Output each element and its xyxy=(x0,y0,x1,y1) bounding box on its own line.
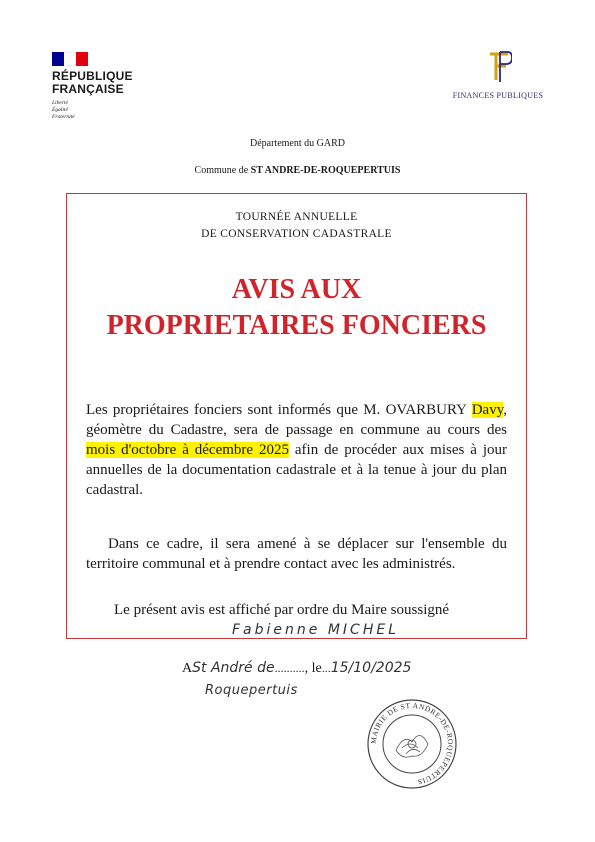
republique-francaise-text: RÉPUBLIQUE FRANÇAISE xyxy=(52,69,133,96)
highlight-period: mois d'octobre à décembre 2025 xyxy=(86,442,289,458)
flag-marianne-icon xyxy=(52,52,88,66)
commune-line: Commune de ST ANDRE-DE-ROQUEPERTUIS xyxy=(194,165,401,176)
svg-text:MAIRIE DE ST ANDRE-DE-ROQUEPER: MAIRIE DE ST ANDRE-DE-ROQUEPERTUIS xyxy=(368,700,456,787)
finances-publiques-emblem-icon xyxy=(484,50,512,84)
republique-francaise-logo xyxy=(52,52,152,121)
signatory-handwritten: Fabienne MICHEL xyxy=(232,622,399,638)
departement-line: Département du GARD xyxy=(250,138,345,149)
finances-publiques-text: FINANCES PUBLIQUES xyxy=(452,91,544,100)
date-place-line: ASt André de.........., le...15/10/2025 xyxy=(182,660,412,676)
tour-heading: TOURNÉE ANNUELLE DE CONSERVATION CADASTRALE xyxy=(201,211,392,240)
mairie-seal-icon xyxy=(366,698,458,790)
highlight-name: Davy xyxy=(471,402,504,418)
mairie-stamp xyxy=(366,698,458,790)
finances-publiques-logo xyxy=(452,50,544,100)
notice-title: AVIS AUX PROPRIETAIRES FONCIERS xyxy=(106,274,487,341)
republic-motto: Liberté Égalité Fraternité xyxy=(52,100,75,120)
notice-paragraph-2: Dans ce cadre, il sera amené à se déplacer sur l'ensemble du territoire communal et à prendre contact avec les administrés. xyxy=(86,536,507,572)
notice-paragraph-3: Le présent avis est affiché par ordre du Maire soussigné xyxy=(114,602,450,618)
notice-paragraph-1: Les propriétaires fonciers sont informés que M. OVARBURY Davy, géomètre du Cadastre, sera de passage en commune au cours des mois d'octobre à décembre 2025 afin de procéder aux mises à jour annuelles de la documentation cadastrale et à la tenue à jour du plan cadastral. xyxy=(86,402,507,498)
place-handwritten-2: Roquepertuis xyxy=(205,683,298,698)
